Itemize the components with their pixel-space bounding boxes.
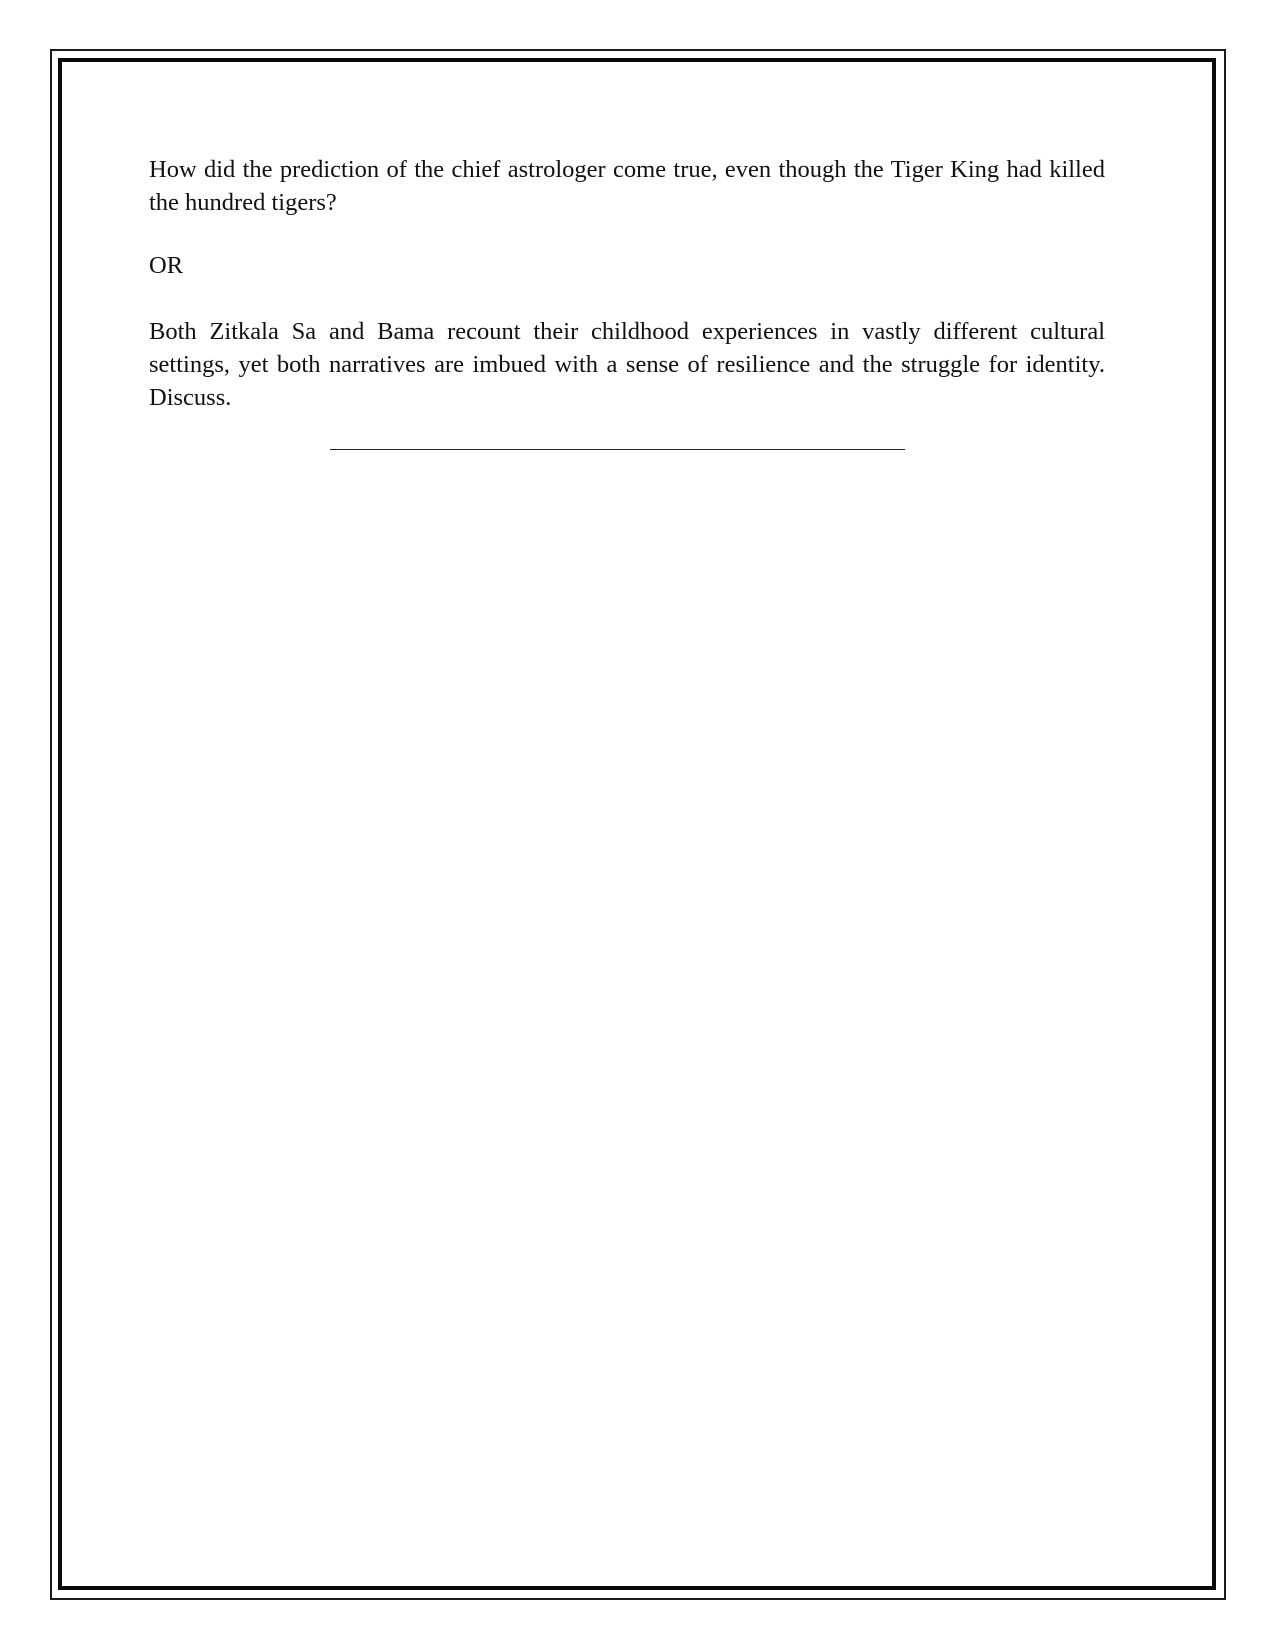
or-separator: OR xyxy=(149,252,184,279)
question-block xyxy=(149,153,1105,414)
question-option-a: How did the prediction of the chief astrologer come true, even though the Tiger King had killed the hundred tigers? xyxy=(149,156,1105,216)
question-option-b: Both Zitkala Sa and Bama recount their childhood experiences in vastly different cultural settings, yet both narratives are imbued with a sense of resilience and the struggle for identity. Discuss. xyxy=(149,318,1105,411)
end-of-paper-rule xyxy=(330,449,905,450)
